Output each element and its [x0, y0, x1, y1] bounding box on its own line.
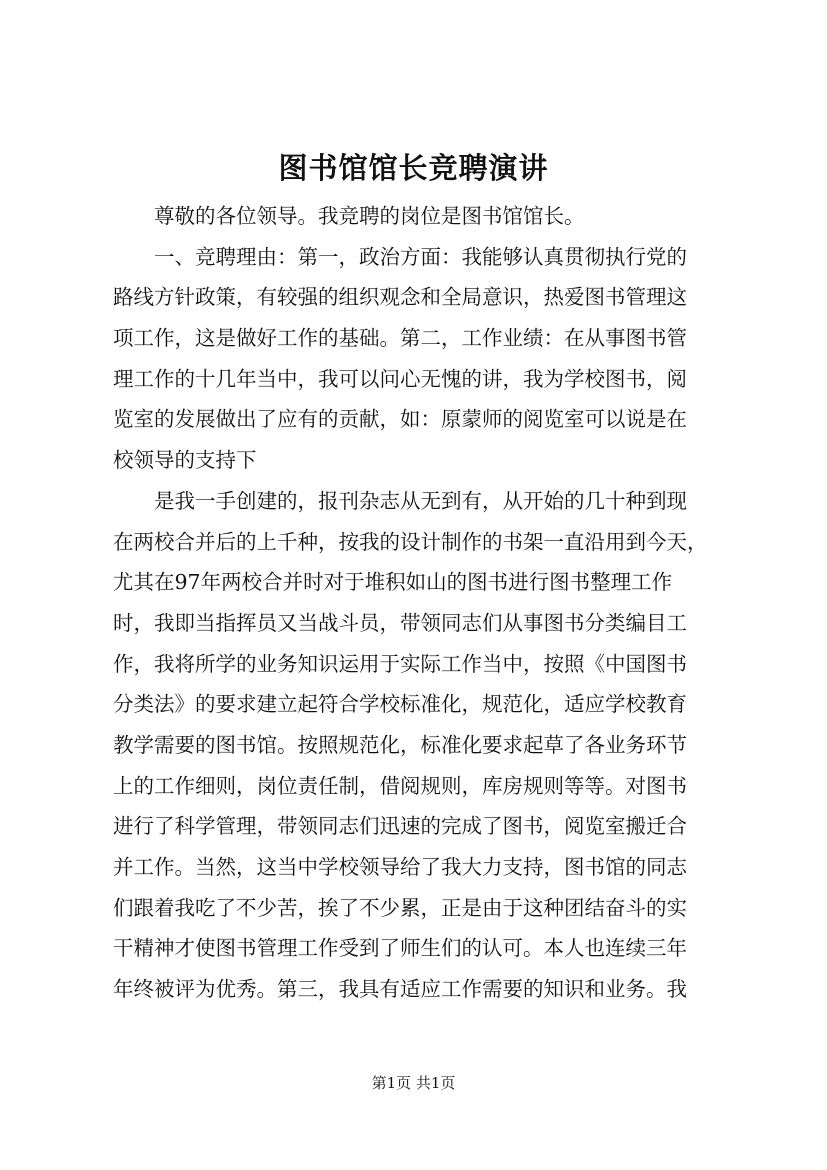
paragraph-line: 分类法》的要求建立起符合学校标准化，规范化，适应学校教育 [113, 692, 687, 717]
paragraph-line: 览室的发展做出了应有的贡献，如：原蒙师的阅览室可以说是在 [113, 407, 687, 432]
paragraph-line: 并工作。当然，这当中学校领导给了我大力支持，图书馆的同志 [113, 855, 687, 879]
paragraph-line: 校领导的支持下 [113, 448, 257, 473]
paragraph-line: 路线方针政策，有较强的组织观念和全局意识，热爱图书管理这 [113, 285, 687, 310]
document-body [113, 196, 716, 1010]
paragraph-line: 进行了科学管理，带领同志们迅速的完成了图书，阅览室搬迁合 [113, 814, 687, 839]
paragraph-line: 尊敬的各位领导。我竞聘的岗位是图书馆馆长。 [154, 204, 585, 228]
paragraph-line: 项工作，这是做好工作的基础。第二，工作业绩：在从事图书管 [113, 326, 687, 351]
paragraph-line: 干精神才使图书管理工作受到了师生们的认可。本人也连续三年 [113, 936, 687, 961]
paragraph-line: 在两校合并后的上千种，按我的设计制作的书架一直沿用到今天， [113, 529, 708, 554]
paragraph-line: 一、竞聘理由：第一，政治方面：我能够认真贯彻执行党的 [154, 244, 687, 269]
document-title: 图书馆馆长竞聘演讲 [278, 151, 549, 185]
paragraph-line: 理工作的十几年当中，我可以问心无愧的讲，我为学校图书，阅 [113, 366, 687, 391]
paragraph-line: 上的工作细则，岗位责任制，借阅规则，库房规则等等。对图书 [113, 773, 687, 798]
paragraph-line: 年终被评为优秀。第三，我具有适应工作需要的知识和业务。我 [113, 977, 687, 1002]
page-footer: 第1页 共1页 [371, 1074, 456, 1092]
paragraph-line: 时，我即当指挥员又当战斗员，带领同志们从事图书分类编目工 [113, 610, 687, 635]
paragraph-line: 教学需要的图书馆。按照规范化，标准化要求起草了各业务环节 [113, 732, 687, 757]
paragraph-line: 们跟着我吃了不少苦，挨了不少累，正是由于这种团结奋斗的实 [113, 895, 687, 920]
paragraph-line: 作，我将所学的业务知识运用于实际工作当中，按照《中国图书 [113, 651, 687, 676]
paragraph-line: 尤其在97年两校合并时对于堆积如山的图书进行图书整理工作 [113, 570, 673, 595]
paragraph-line: 是我一手创建的，报刊杂志从无到有，从开始的几十种到现 [154, 488, 687, 513]
